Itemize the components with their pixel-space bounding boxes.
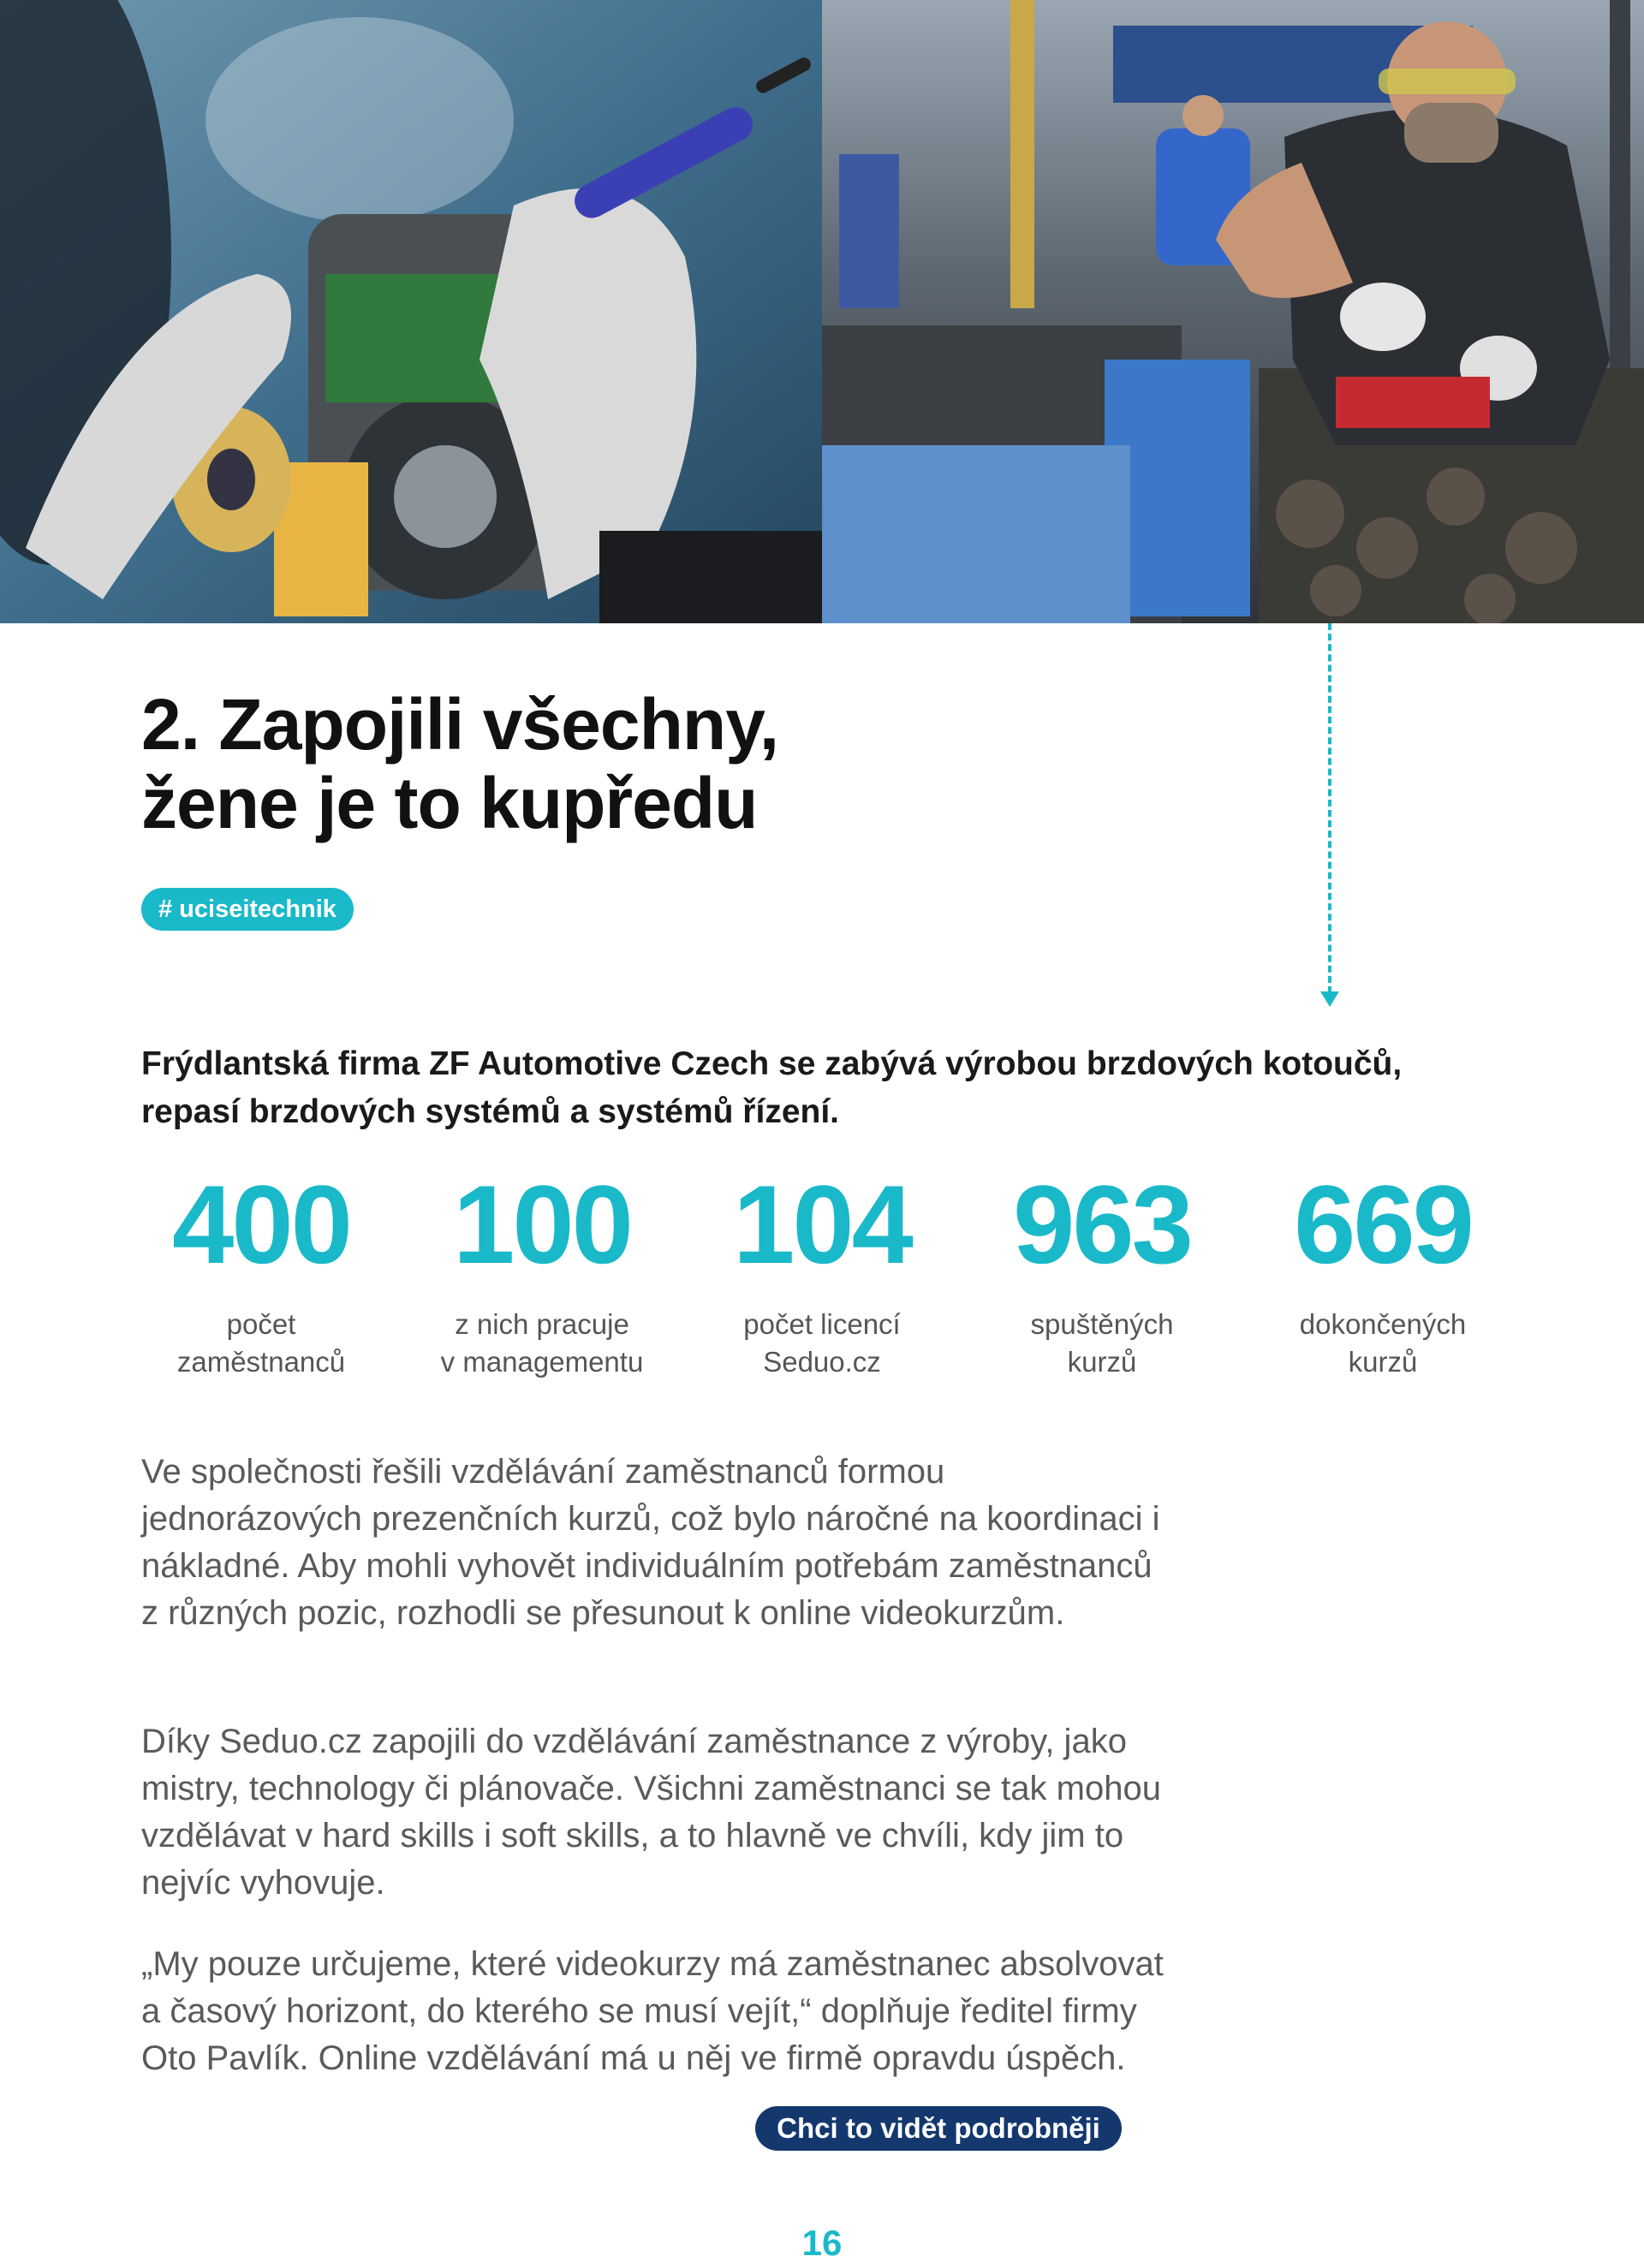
stat-label-line: Seduo.cz	[763, 1346, 881, 1378]
stat-label-line: kurzů	[1067, 1346, 1137, 1378]
stat-label-line: zaměstnanců	[176, 1346, 346, 1378]
stat-value: 104	[733, 1162, 911, 1287]
show-details-button[interactable]: Chci to vidět podrobněji	[755, 2106, 1122, 2151]
arrow-down-icon	[1320, 991, 1339, 1007]
stat-label	[120, 1306, 402, 1381]
hero-photos	[0, 0, 1644, 623]
stat-licenses	[681, 1160, 963, 1381]
dashed-connector-line	[1328, 623, 1331, 993]
stat-started-courses	[961, 1160, 1243, 1381]
body-paragraph-2: Díky Seduo.cz zapojili do vzdělávání zaměstnance z výroby, jako mistry, technology či plánovače. Všichni zaměstnanci se tak mohou vzdělávat v hard skills i soft skills, a to hlavně ve chvíli, kdy jim to nejvíc vyhovuje.	[141, 1723, 1161, 1902]
stat-label-line: počet	[226, 1308, 296, 1340]
stat-label-line: dokončených	[1299, 1308, 1467, 1340]
stat-label-line: spuštěných	[1030, 1308, 1174, 1340]
body-paragraph-1: Ve společnosti řešili vzdělávání zaměstnanců formou jednorázových prezenčních kurzů, což bylo náročné na koordinaci i nákladné. Aby mohli vyhovět individuálním potřebám zaměstnanců z různých pozic, rozhodli se přesunout k online videokurzům.	[141, 1453, 1160, 1632]
soldering-photo	[0, 0, 822, 623]
heading-line-1: 2. Zapojili všechny,	[141, 684, 779, 765]
stat-value: 669	[1294, 1162, 1472, 1287]
stat-label	[681, 1306, 963, 1381]
heading-line-2: žene je to kupředu	[141, 763, 758, 843]
hashtag-badge[interactable]: # uciseitechnik	[141, 888, 354, 931]
stat-employees	[120, 1160, 402, 1381]
stats-row	[120, 1160, 1524, 1383]
page-number: 16	[801, 2223, 843, 2263]
stat-label-line: v managementu	[440, 1346, 644, 1378]
body-paragraph-3: „My pouze určujeme, které videokurzy má zaměstnanec absolvovat a časový horizont, do kterého se musí vejít,“ doplňuje ředitel firmy Oto Pavlík. Online vzdělávání má u něj ve firmě opravdu úspěch.	[141, 1945, 1164, 2077]
stat-label-line: počet licencí	[743, 1308, 901, 1340]
stat-value: 100	[453, 1162, 631, 1287]
section-heading	[141, 685, 778, 842]
stat-label-line: z nich pracuje	[455, 1308, 629, 1340]
stat-management	[401, 1160, 683, 1381]
stat-label	[401, 1306, 683, 1381]
stat-label	[1242, 1306, 1524, 1381]
stat-finished-courses	[1242, 1160, 1524, 1381]
stat-label	[961, 1306, 1243, 1381]
stat-value: 963	[1013, 1162, 1191, 1287]
stat-label-line: kurzů	[1348, 1346, 1418, 1378]
lead-paragraph: Frýdlantská firma ZF Automotive Czech se zabývá výrobou brzdových kotoučů, repasí brzdových systémů a systémů řízení.	[141, 1045, 1403, 1130]
stat-value: 400	[172, 1162, 350, 1287]
factory-worker-photo	[822, 0, 1644, 623]
